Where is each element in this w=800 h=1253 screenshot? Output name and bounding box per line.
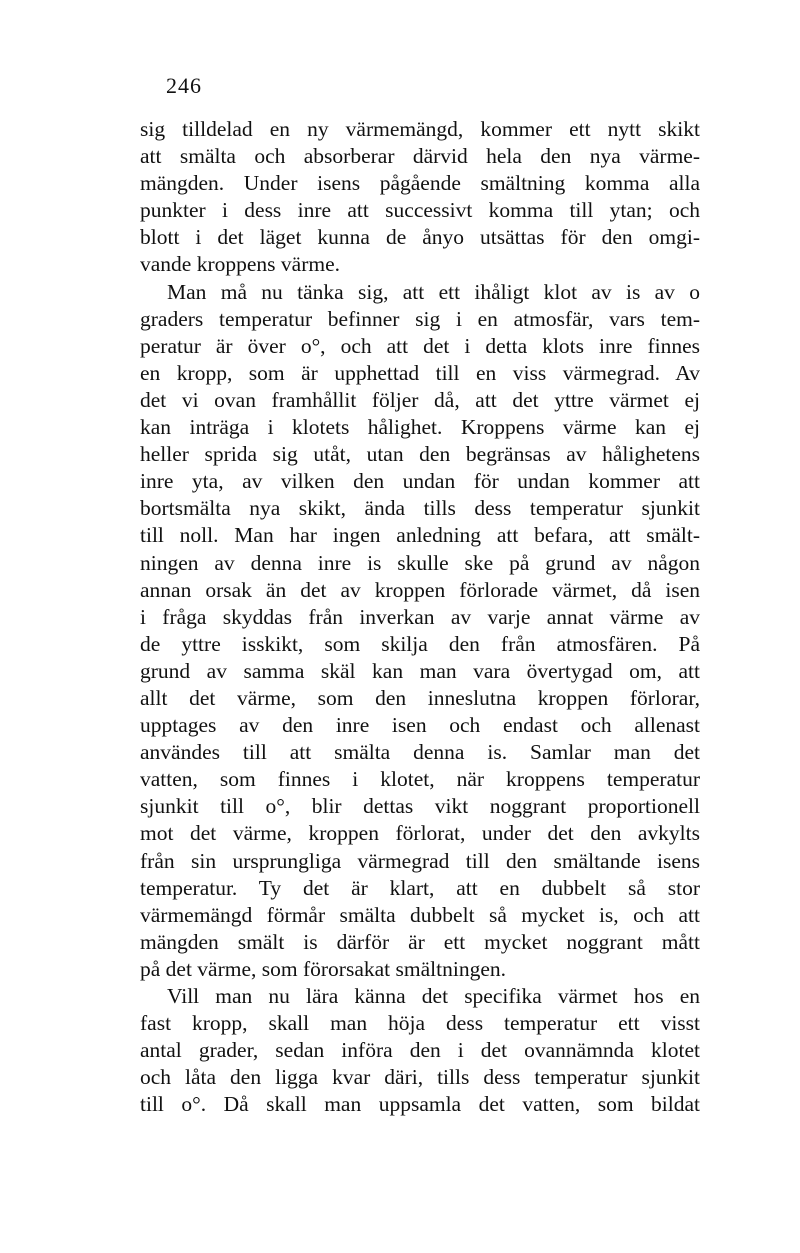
text-line: antal grader, sedan införa den i det ovannämnda klotet (140, 1038, 700, 1063)
text-line: blott i det läget kunna de ånyo utsättas för den omgi- (140, 225, 700, 250)
text-line: Man må nu tänka sig, att ett ihåligt klot av is av o (167, 279, 700, 304)
text-line: och låta den ligga kvar däri, tills dess temperatur sjunkit (140, 1065, 700, 1090)
text-line: att smälta och absorberar därvid hela den nya värme- (140, 144, 700, 169)
text-line: till o°. Då skall man uppsamla det vatten, som bildat (140, 1092, 700, 1117)
text-line: temperatur. Ty det är klart, att en dubbelt så stor (140, 875, 700, 900)
text-line: inre yta, av vilken den undan för undan kommer att (140, 469, 700, 494)
text-line: peratur är över o°, och att det i detta klots inre finnes (140, 333, 700, 358)
text-line: Vill man nu lära känna det specifika värmet hos en (167, 984, 700, 1008)
text-line: bortsmälta nya skikt, ända tills dess temperatur sjunkit (140, 496, 700, 521)
text-line: sig tilldelad en ny värmemängd, kommer ett nytt skikt (140, 117, 700, 141)
text-line: mängden. Under isens pågående smältning komma alla (140, 171, 700, 196)
text-line: mot det värme, kroppen förlorat, under det den avkylts (140, 821, 700, 846)
text-line: annan orsak än det av kroppen förlorade värmet, då isen (140, 577, 700, 602)
text-line: graders temperatur befinner sig i en atmosfär, vars tem- (140, 306, 700, 331)
text-line: till noll. Man har ingen anledning att befara, att smält- (140, 523, 700, 548)
text-line: en kropp, som är upphettad till en viss värmegrad. Av (140, 360, 700, 385)
text-line: mängden smält is därför är ett mycket noggrant mått (140, 929, 700, 954)
body-text (140, 116, 700, 1118)
text-line: från sin ursprungliga värmegrad till den smältande isens (140, 848, 700, 873)
text-line: allt det värme, som den inneslutna kroppen förlorar, (140, 685, 700, 710)
text-line: det vi ovan framhållit följer då, att det yttre värmet ej (140, 387, 700, 412)
text-line: punkter i dess inre att successivt komma till ytan; och (140, 198, 700, 223)
page-number: 246 (166, 73, 202, 98)
text-line: användes till att smälta denna is. Samlar man det (140, 740, 700, 765)
text-line: på det värme, som förorsakat smältningen. (140, 956, 506, 981)
text-line: ningen av denna inre is skulle ske på grund av någon (140, 550, 700, 575)
text-line: de yttre isskikt, som skilja den från atmosfären. På (140, 631, 700, 656)
text-line: värmemängd förmår smälta dubbelt så mycket is, och att (140, 902, 700, 927)
text-line: grund av samma skäl kan man vara övertygad om, att (140, 658, 700, 683)
text-line: upptages av den inre isen och endast och allenast (140, 713, 700, 738)
text-line: vande kroppens värme. (140, 252, 340, 277)
text-line: kan inträga i klotets hålighet. Kroppens värme kan ej (140, 415, 700, 440)
text-line: vatten, som finnes i klotet, när kroppens temperatur (140, 767, 700, 792)
text-line: fast kropp, skall man höja dess temperatur ett visst (140, 1011, 700, 1036)
text-line: heller sprida sig utåt, utan den begränsas av hålighetens (140, 442, 700, 467)
text-line: sjunkit till o°, blir dettas vikt noggrant proportionell (140, 794, 700, 819)
text-line: i fråga skyddas från inverkan av varje annat värme av (140, 604, 700, 629)
